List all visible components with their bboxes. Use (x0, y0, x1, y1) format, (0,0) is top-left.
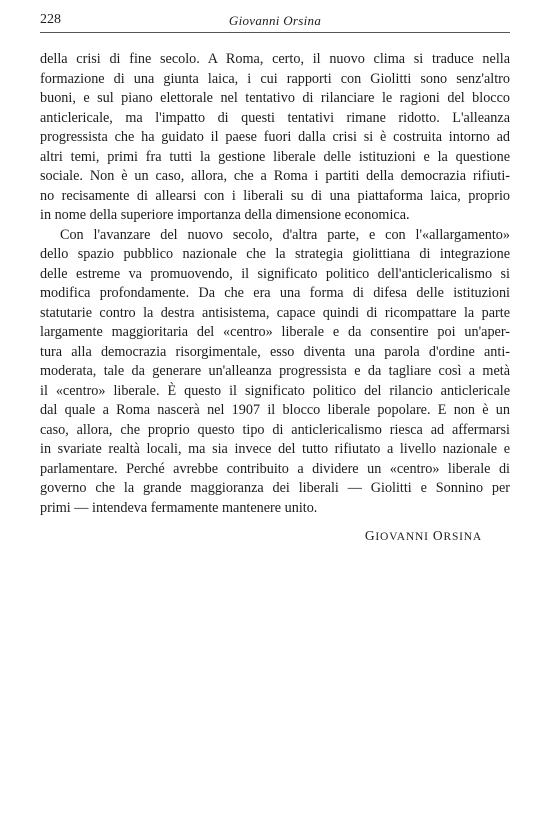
running-header (40, 12, 510, 33)
author-signature (365, 528, 482, 544)
text-line: tura alla democrazia risorgimentale, esso diventa una parola d'ordine anti- (40, 343, 510, 360)
text-line: caso, allora, che proprio questo tipo di anticlericalismo riesca ad affermarsi (40, 421, 510, 438)
text-line: Con l'avanzare del nuovo secolo, d'altra parte, e con l'«allargamento» (60, 226, 510, 243)
text-line: largamente maggioritaria del «centro» liberale e da consentire poi un'aper- (40, 324, 510, 340)
paragraph-2 (40, 226, 510, 519)
text-line: buoni, e sul piano elettorale nel tentativo di rilanciare le ragioni del blocco (40, 90, 510, 106)
text-line: in svariate realtà locali, ma sia invece del tutto rifiutato a livello nazionale e (40, 441, 510, 457)
signature-initial: O (432, 528, 444, 543)
text-line: primi — intendeva fermamente mantenere unito. (40, 499, 318, 516)
text-line: in nome della superiore importanza della dimensione economica. (40, 207, 410, 223)
signature-smallcaps: RSINA (443, 531, 482, 543)
paragraph-1 (40, 50, 510, 226)
text-line: sociale. Non è un caso, allora, che a Roma i partiti della democrazia rifiuti- (40, 168, 510, 184)
text-line: moderata, tale da generare un'alleanza progressista e da tagliare così a metà (40, 363, 510, 379)
text-line: modifica profondamente. Da che era una forma di difesa delle istituzioni (40, 285, 510, 301)
text-line: delle estreme va promuovendo, il significato politico dell'anticlericalismo si (40, 265, 510, 282)
text-line: altri temi, primi fra tutti la gestione liberale delle istituzioni e la questione (40, 148, 510, 165)
text-line: anticlericale, ma l'impatto di questi tentativi rimane ridotto. L'alleanza (40, 109, 510, 126)
body-text (40, 50, 510, 518)
text-line: statutarie contro la destra antisistema, capace quindi di ricompattare la parte (40, 304, 510, 321)
text-line: il «centro» liberale. È questo il significato politico del rilancio anticlericale (40, 382, 510, 399)
text-line: parlamentare. Perché avrebbe contribuito a dividere un «centro» liberale di (40, 460, 510, 477)
signature-initial: G (364, 528, 376, 543)
text-line: no recisamente di allearsi con i liberali su di una piattaforma laica, proprio (40, 187, 510, 204)
text-line: governo che la grande maggioranza dei liberali — Giolitti e Sonnino per (40, 480, 510, 496)
text-line: della crisi di fine secolo. A Roma, certo, il nuovo clima si traduce nella (40, 51, 510, 67)
page-number: 228 (40, 12, 61, 27)
text-line: progressista che ha guidato il paese fuori dalla crisi si è costruita intorno ad (40, 129, 510, 145)
text-line: dal quale a Roma nascerà nel 1907 il blocco liberale popolare. E non è un (40, 402, 510, 418)
running-title: Giovanni Orsina (228, 13, 322, 28)
text-line: dello spazio pubblico nazionale che la strategia giolittiana di integrazione (40, 246, 510, 262)
signature-smallcaps: IOVANNI (375, 531, 429, 543)
text-line: formazione di una giunta laica, i cui rapporti con Giolitti sono senz'altro (40, 70, 510, 87)
